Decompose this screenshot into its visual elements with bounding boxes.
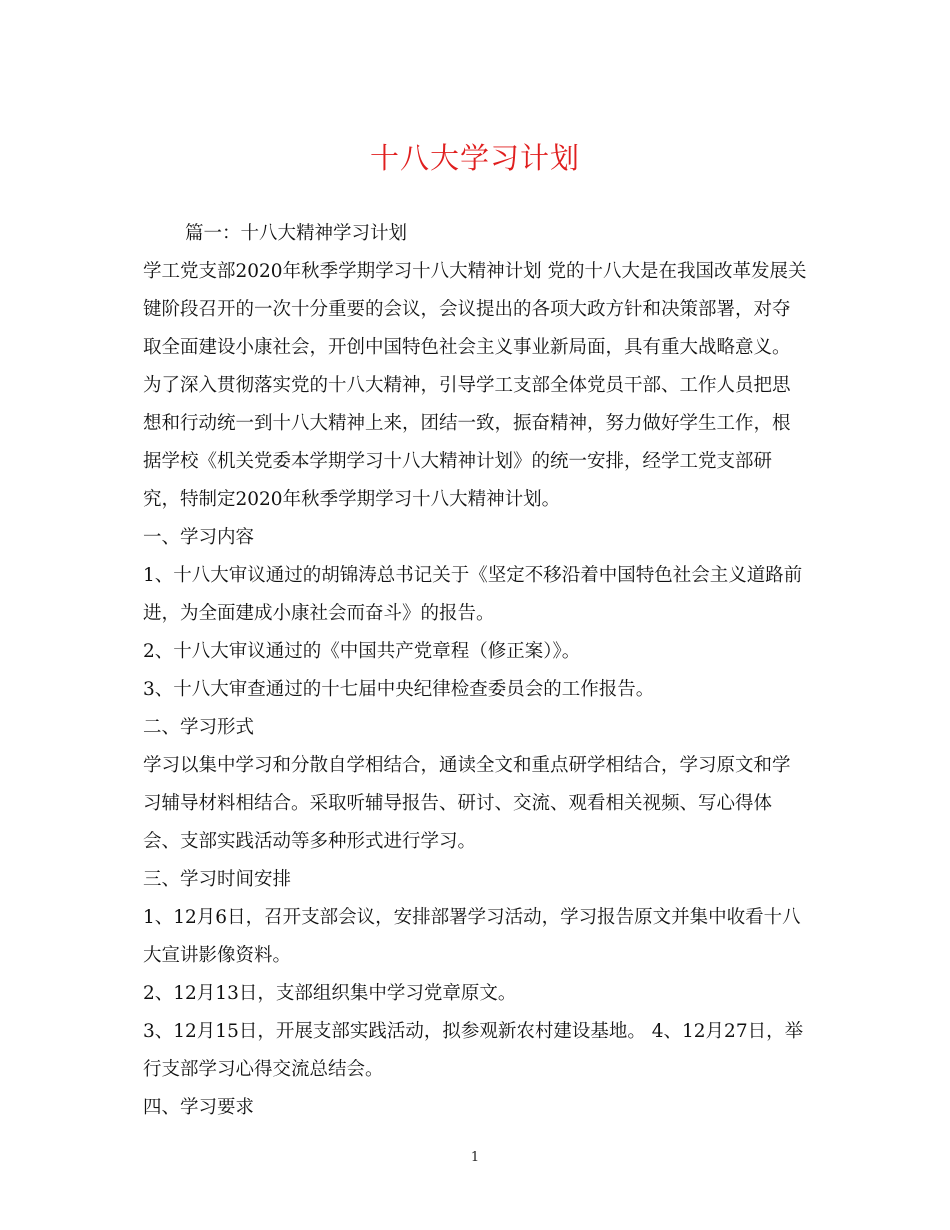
body-line: 取全面建设小康社会，开创中国特色社会主义事业新局面，具有重大战略意义。 <box>143 337 791 358</box>
body-line: 3、十八大审查通过的十七届中央纪律检查委员会的工作报告。 <box>143 679 655 700</box>
body-line: 会、支部实践活动等多种形式进行学习。 <box>143 831 477 852</box>
body-line: 学习以集中学习和分散自学相结合，通读全文和重点研学相结合，学习原文和学 <box>143 755 791 776</box>
body-line: 究，特制定2020年秋季学期学习十八大精神计划。 <box>143 489 561 510</box>
body-line: 2、12月13日，支部组织集中学习党章原文。 <box>143 983 517 1004</box>
body-line: 键阶段召开的一次十分重要的会议，会议提出的各项大政方针和决策部署，对夺 <box>143 299 791 320</box>
section-heading: 三、学习时间安排 <box>143 869 292 890</box>
body-line: 1、12月6日，召开支部会议，安排部署学习活动，学习报告原文并集中收看十八 <box>143 907 801 928</box>
document-body <box>143 215 823 1127</box>
body-line: 2、十八大审议通过的《中国共产党章程（修正案）》。 <box>143 641 581 662</box>
body-line: 想和行动统一到十八大精神上来，团结一致，振奋精神，努力做好学生工作，根 <box>143 413 791 434</box>
body-line: 大宣讲影像资料。 <box>143 945 292 966</box>
body-line: 行支部学习心得交流总结会。 <box>143 1059 384 1080</box>
section-subtitle: 篇一：十八大精神学习计划 <box>185 223 408 244</box>
section-heading: 二、学习形式 <box>143 717 255 738</box>
section-heading: 一、学习内容 <box>143 527 255 548</box>
section-heading: 四、学习要求 <box>143 1097 255 1118</box>
document-title: 十八大学习计划 <box>369 141 580 175</box>
body-line: 3、12月15日，开展支部实践活动，拟参观新农村建设基地。 4、12月27日，举 <box>143 1021 804 1042</box>
body-line: 1、十八大审议通过的胡锦涛总书记关于《坚定不移沿着中国特色社会主义道路前 <box>143 565 803 586</box>
body-line: 为了深入贯彻落实党的十八大精神，引导学工支部全体党员干部、工作人员把思 <box>143 375 791 396</box>
page-number: 1 <box>470 1150 480 1165</box>
body-line: 学工党支部2020年秋季学期学习十八大精神计划 党的十八大是在我国改革发展关 <box>143 261 807 282</box>
body-line: 习辅导材料相结合。采取听辅导报告、研讨、交流、观看相关视频、写心得体 <box>143 793 773 814</box>
body-line: 进，为全面建成小康社会而奋斗》的报告。 <box>143 603 495 624</box>
body-line: 据学校《机关党委本学期学习十八大精神计划》的统一安排，经学工党支部研 <box>143 451 773 472</box>
